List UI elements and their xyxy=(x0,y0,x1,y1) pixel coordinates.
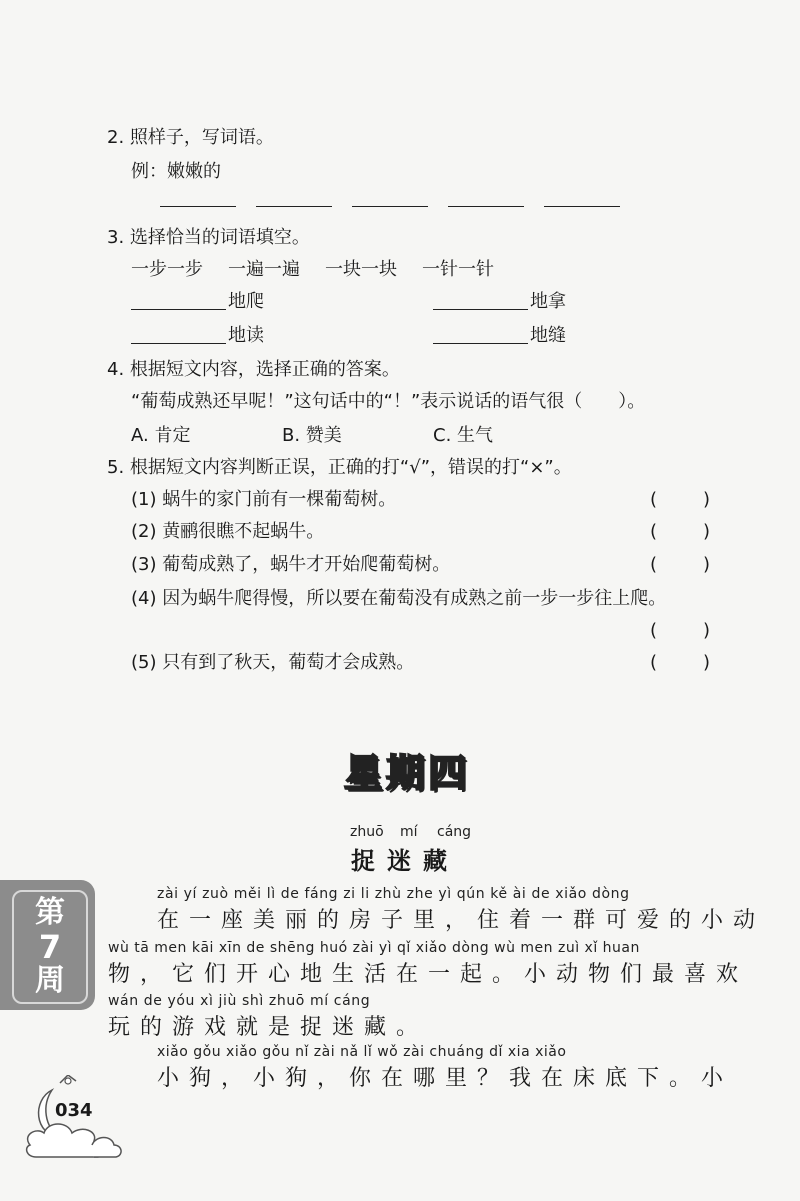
answer-blank[interactable] xyxy=(256,206,332,207)
q3-option: 一针一针 xyxy=(422,259,494,280)
answer-parentheses[interactable]: ( ) xyxy=(650,489,710,510)
q3-title: 3. 选择恰当的词语填空。 xyxy=(107,227,310,248)
q4-title: 4. 根据短文内容，选择正确的答案。 xyxy=(107,359,400,380)
q5-title: 5. 根据短文内容判断正误，正确的打“√”，错误的打“×”。 xyxy=(107,457,572,478)
title-pinyin: cáng xyxy=(437,824,472,840)
week-tab-number: 7 xyxy=(38,928,62,966)
story-title: 捉迷藏 xyxy=(351,847,459,875)
q2-title: 2. 照样子，写词语。 xyxy=(107,127,274,148)
q3-option: 一块一块 xyxy=(325,259,397,280)
answer-blank[interactable] xyxy=(448,206,524,207)
page-number: 034 xyxy=(55,1100,93,1121)
title-pinyin: mí xyxy=(400,824,418,840)
q5-item: (1) 蜗牛的家门前有一棵葡萄树。 xyxy=(131,489,397,510)
story-line: 小狗，小狗，你在哪里？我在床底下。小 xyxy=(157,1066,734,1091)
story-line: 物，它们开心地生活在一起。小动物们最喜欢 xyxy=(108,962,749,987)
q4-choice-b[interactable]: B. 赞美 xyxy=(282,425,342,446)
fill-suffix: 地爬 xyxy=(228,291,264,312)
fill-blank[interactable] xyxy=(131,309,226,310)
story-line: 在一座美丽的房子里，住着一群可爱的小动 xyxy=(157,908,766,933)
q4-choice-c[interactable]: C. 生气 xyxy=(433,425,494,446)
pinyin-line: wán de yóu xì jiù shì zhuō mí cáng xyxy=(108,993,371,1009)
q5-item: (2) 黄鹂很瞧不起蜗牛。 xyxy=(131,521,325,542)
answer-blank[interactable] xyxy=(544,206,620,207)
pinyin-line: wù tā men kāi xīn de shēng huó zài yì qǐ xiǎo dòng wù men zuì xǐ huan xyxy=(108,940,640,956)
week-tab xyxy=(0,880,95,1010)
fill-suffix: 地读 xyxy=(228,325,264,346)
answer-parentheses[interactable]: ( ) xyxy=(650,620,710,641)
answer-parentheses[interactable]: ( ) xyxy=(650,652,710,673)
q3-option: 一遍一遍 xyxy=(228,259,300,280)
fill-blank[interactable] xyxy=(433,309,528,310)
q2-example: 例：嫩嫩的 xyxy=(131,161,221,182)
story-line: 玩的游戏就是捉迷藏。 xyxy=(108,1015,429,1040)
answer-blank[interactable] xyxy=(352,206,428,207)
answer-parentheses[interactable]: ( ) xyxy=(650,521,710,542)
pinyin-line: zài yí zuò měi lì de fáng zi li zhù zhe yì qún kě ài de xiǎo dòng xyxy=(157,886,630,902)
title-pinyin: zhuō xyxy=(350,824,384,840)
fill-blank[interactable] xyxy=(433,343,528,344)
q5-item: (5) 只有到了秋天，葡萄才会成熟。 xyxy=(131,652,415,673)
fill-blank[interactable] xyxy=(131,343,226,344)
section-title: 星期四 xyxy=(344,751,471,795)
fill-suffix: 地缝 xyxy=(530,325,566,346)
q4-choice-a[interactable]: A. 肯定 xyxy=(131,425,191,446)
q3-option: 一步一步 xyxy=(131,259,203,280)
q4-question: “葡萄成熟还早呢！”这句话中的“！”表示说话的语气很（ ）。 xyxy=(131,391,646,412)
pinyin-line: xiǎo gǒu xiǎo gǒu nǐ zài nǎ lǐ wǒ zài chuáng dǐ xia xiǎo xyxy=(157,1044,567,1060)
answer-blank[interactable] xyxy=(160,206,236,207)
fill-suffix: 地拿 xyxy=(530,291,566,312)
answer-parentheses[interactable]: ( ) xyxy=(650,554,710,575)
week-tab-text: 第 xyxy=(35,895,65,930)
week-tab-text: 周 xyxy=(35,963,65,998)
q5-item: (3) 葡萄成熟了，蜗牛才开始爬葡萄树。 xyxy=(131,554,451,575)
q5-item: (4) 因为蜗牛爬得慢，所以要在葡萄没有成熟之前一步一步往上爬。 xyxy=(131,588,667,609)
